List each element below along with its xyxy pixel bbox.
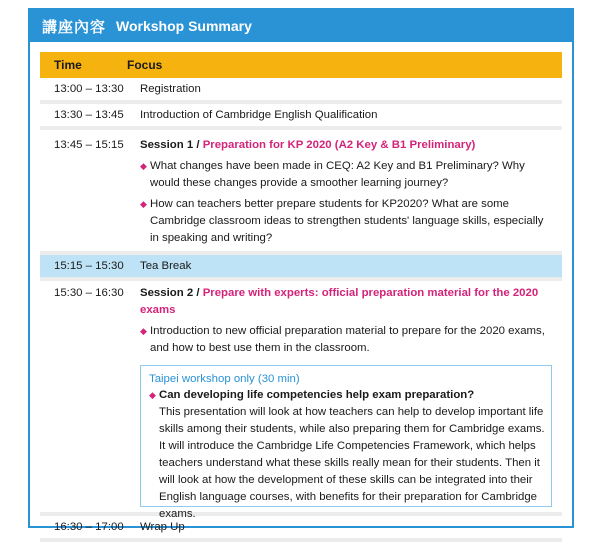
row-focus: Wrap Up [140, 520, 185, 533]
taipei-workshop-box [140, 365, 552, 520]
time-column-header: Time [54, 58, 82, 72]
bullet-text: What changes have been made in CEQ: A2 Key and B1 Preliminary? Why would these changes provide a smoother learning journey? [150, 160, 525, 189]
row-focus: Registration [140, 82, 201, 95]
session-1-title: Preparation for KP 2020 (A2 Key & B1 Preliminary) [202, 139, 476, 151]
table-header [40, 52, 562, 78]
taipei-box-description: This presentation will look at how teachers can help to develop important life skills among their students, while also preparing them for Cambridge exams. It will introduce the Cambridge Life Competencies Framework, which helps teachers understand what these skills really mean for their students. Then it will look at how the development of these skills can be integrated into their English language courses, with benefits for their preparation for Cambridge exams. [159, 406, 545, 520]
session-1-label: Session 1 / [140, 139, 203, 151]
row-time: 13:00 – 13:30 [54, 82, 124, 95]
header-title-zh: 講座內容 [42, 18, 107, 36]
table-row [40, 78, 562, 104]
header-title-en: Workshop Summary [116, 18, 252, 34]
bullet-text: How can teachers better prepare students for KP2020? What are some Cambridge classroom ideas to strengthen students' language skills, especially in speaking and writing? [150, 198, 544, 244]
session-1-content [140, 137, 562, 251]
table-row-tea-break [40, 255, 562, 281]
diamond-bullet-icon: ◆ [140, 161, 147, 171]
panel-header [30, 10, 572, 42]
schedule-table [40, 52, 562, 542]
list-item [140, 196, 554, 247]
session-2-title: Prepare with experts: official preparation material for the 2020 exams [140, 287, 539, 316]
row-time: 13:30 – 13:45 [54, 108, 124, 121]
diamond-bullet-icon: ◆ [140, 199, 147, 209]
table-row-session-2 [40, 281, 562, 520]
session-2-heading [140, 285, 554, 319]
session-2-label: Session 2 / [140, 287, 203, 299]
bullet-text: Introduction to new official preparation material to prepare for the 2020 exams, and how to best use them in the classroom. [150, 325, 545, 354]
session-1-heading [140, 137, 554, 154]
taipei-box-question: Can developing life competencies help exam preparation? [159, 389, 475, 401]
table-row [40, 104, 562, 130]
list-item [140, 158, 554, 192]
row-time: 15:30 – 16:30 [54, 287, 124, 299]
session-2-content [140, 285, 562, 520]
row-time: 16:30 – 17:00 [54, 520, 124, 533]
workshop-summary-panel [28, 8, 574, 533]
diamond-bullet-icon: ◆ [140, 326, 147, 336]
focus-column-header: Focus [127, 58, 163, 72]
list-item [149, 387, 545, 404]
row-focus: Tea Break [140, 259, 192, 272]
row-time: 15:15 – 15:30 [54, 259, 124, 272]
taipei-box-title: Taipei workshop only (30 min) [149, 373, 300, 385]
table-row-wrap-up [40, 516, 562, 542]
row-focus: Introduction of Cambridge English Qualification [140, 108, 378, 121]
row-time: 13:45 – 15:15 [54, 139, 124, 151]
diamond-bullet-icon: ◆ [149, 390, 156, 400]
table-row-session-1 [40, 130, 562, 255]
list-item [140, 323, 554, 357]
